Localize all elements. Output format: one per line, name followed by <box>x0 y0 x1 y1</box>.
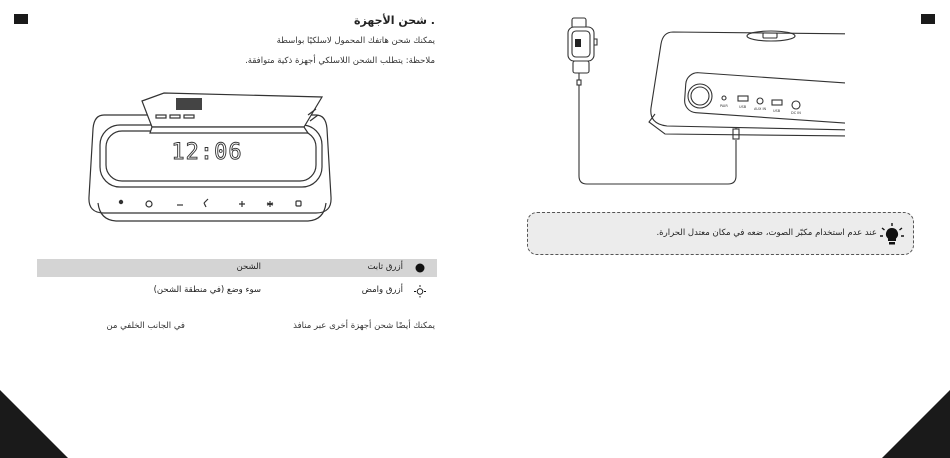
status-table <box>37 259 437 300</box>
clock-display: 12:06 <box>171 140 243 165</box>
speaker-back-charging-illustration <box>555 12 845 194</box>
tip-box <box>527 212 914 255</box>
port-label: AUX IN <box>754 107 767 111</box>
status-state: أزرق ثابت <box>367 262 403 272</box>
port-label: PAIR <box>720 104 728 108</box>
note-text: ملاحظة: يتطلب الشحن اللاسلكي أجهزة ذكية متوافقة. <box>245 56 435 66</box>
status-meaning: الشحن <box>236 262 261 272</box>
status-row <box>37 282 437 300</box>
tip-text: عند عدم استخدام مكبّر الصوت، ضعه في مكان معتدل الحرارة. <box>656 228 877 238</box>
intro-text: يمكنك شحن هاتفك المحمول لاسلكيًا بواسطة <box>276 36 435 46</box>
corner-tab <box>882 390 950 458</box>
blinking-light-icon <box>413 284 427 298</box>
footer-text-1: يمكنك أيضًا شحن أجهزة أخرى عبر منافذ <box>293 321 435 331</box>
lightbulb-icon <box>879 222 905 246</box>
status-meaning: سوء وضع (في منطقة الشحن) <box>153 285 261 295</box>
speaker-wireless-charging-illustration <box>80 85 350 235</box>
section-title: . شحن الأجهزة <box>354 14 435 27</box>
page-marker <box>14 14 28 24</box>
right-page <box>475 0 950 458</box>
footer-text-2: في الجانب الخلفي من <box>106 321 185 331</box>
status-state: أزرق وامض <box>361 285 403 295</box>
port-label: USB <box>773 109 781 113</box>
port-label: USB <box>739 105 747 109</box>
solid-dot-icon <box>413 261 427 275</box>
corner-tab <box>0 390 68 458</box>
page-marker <box>921 14 935 24</box>
port-label: DC IN <box>791 111 801 115</box>
status-row <box>37 259 437 277</box>
